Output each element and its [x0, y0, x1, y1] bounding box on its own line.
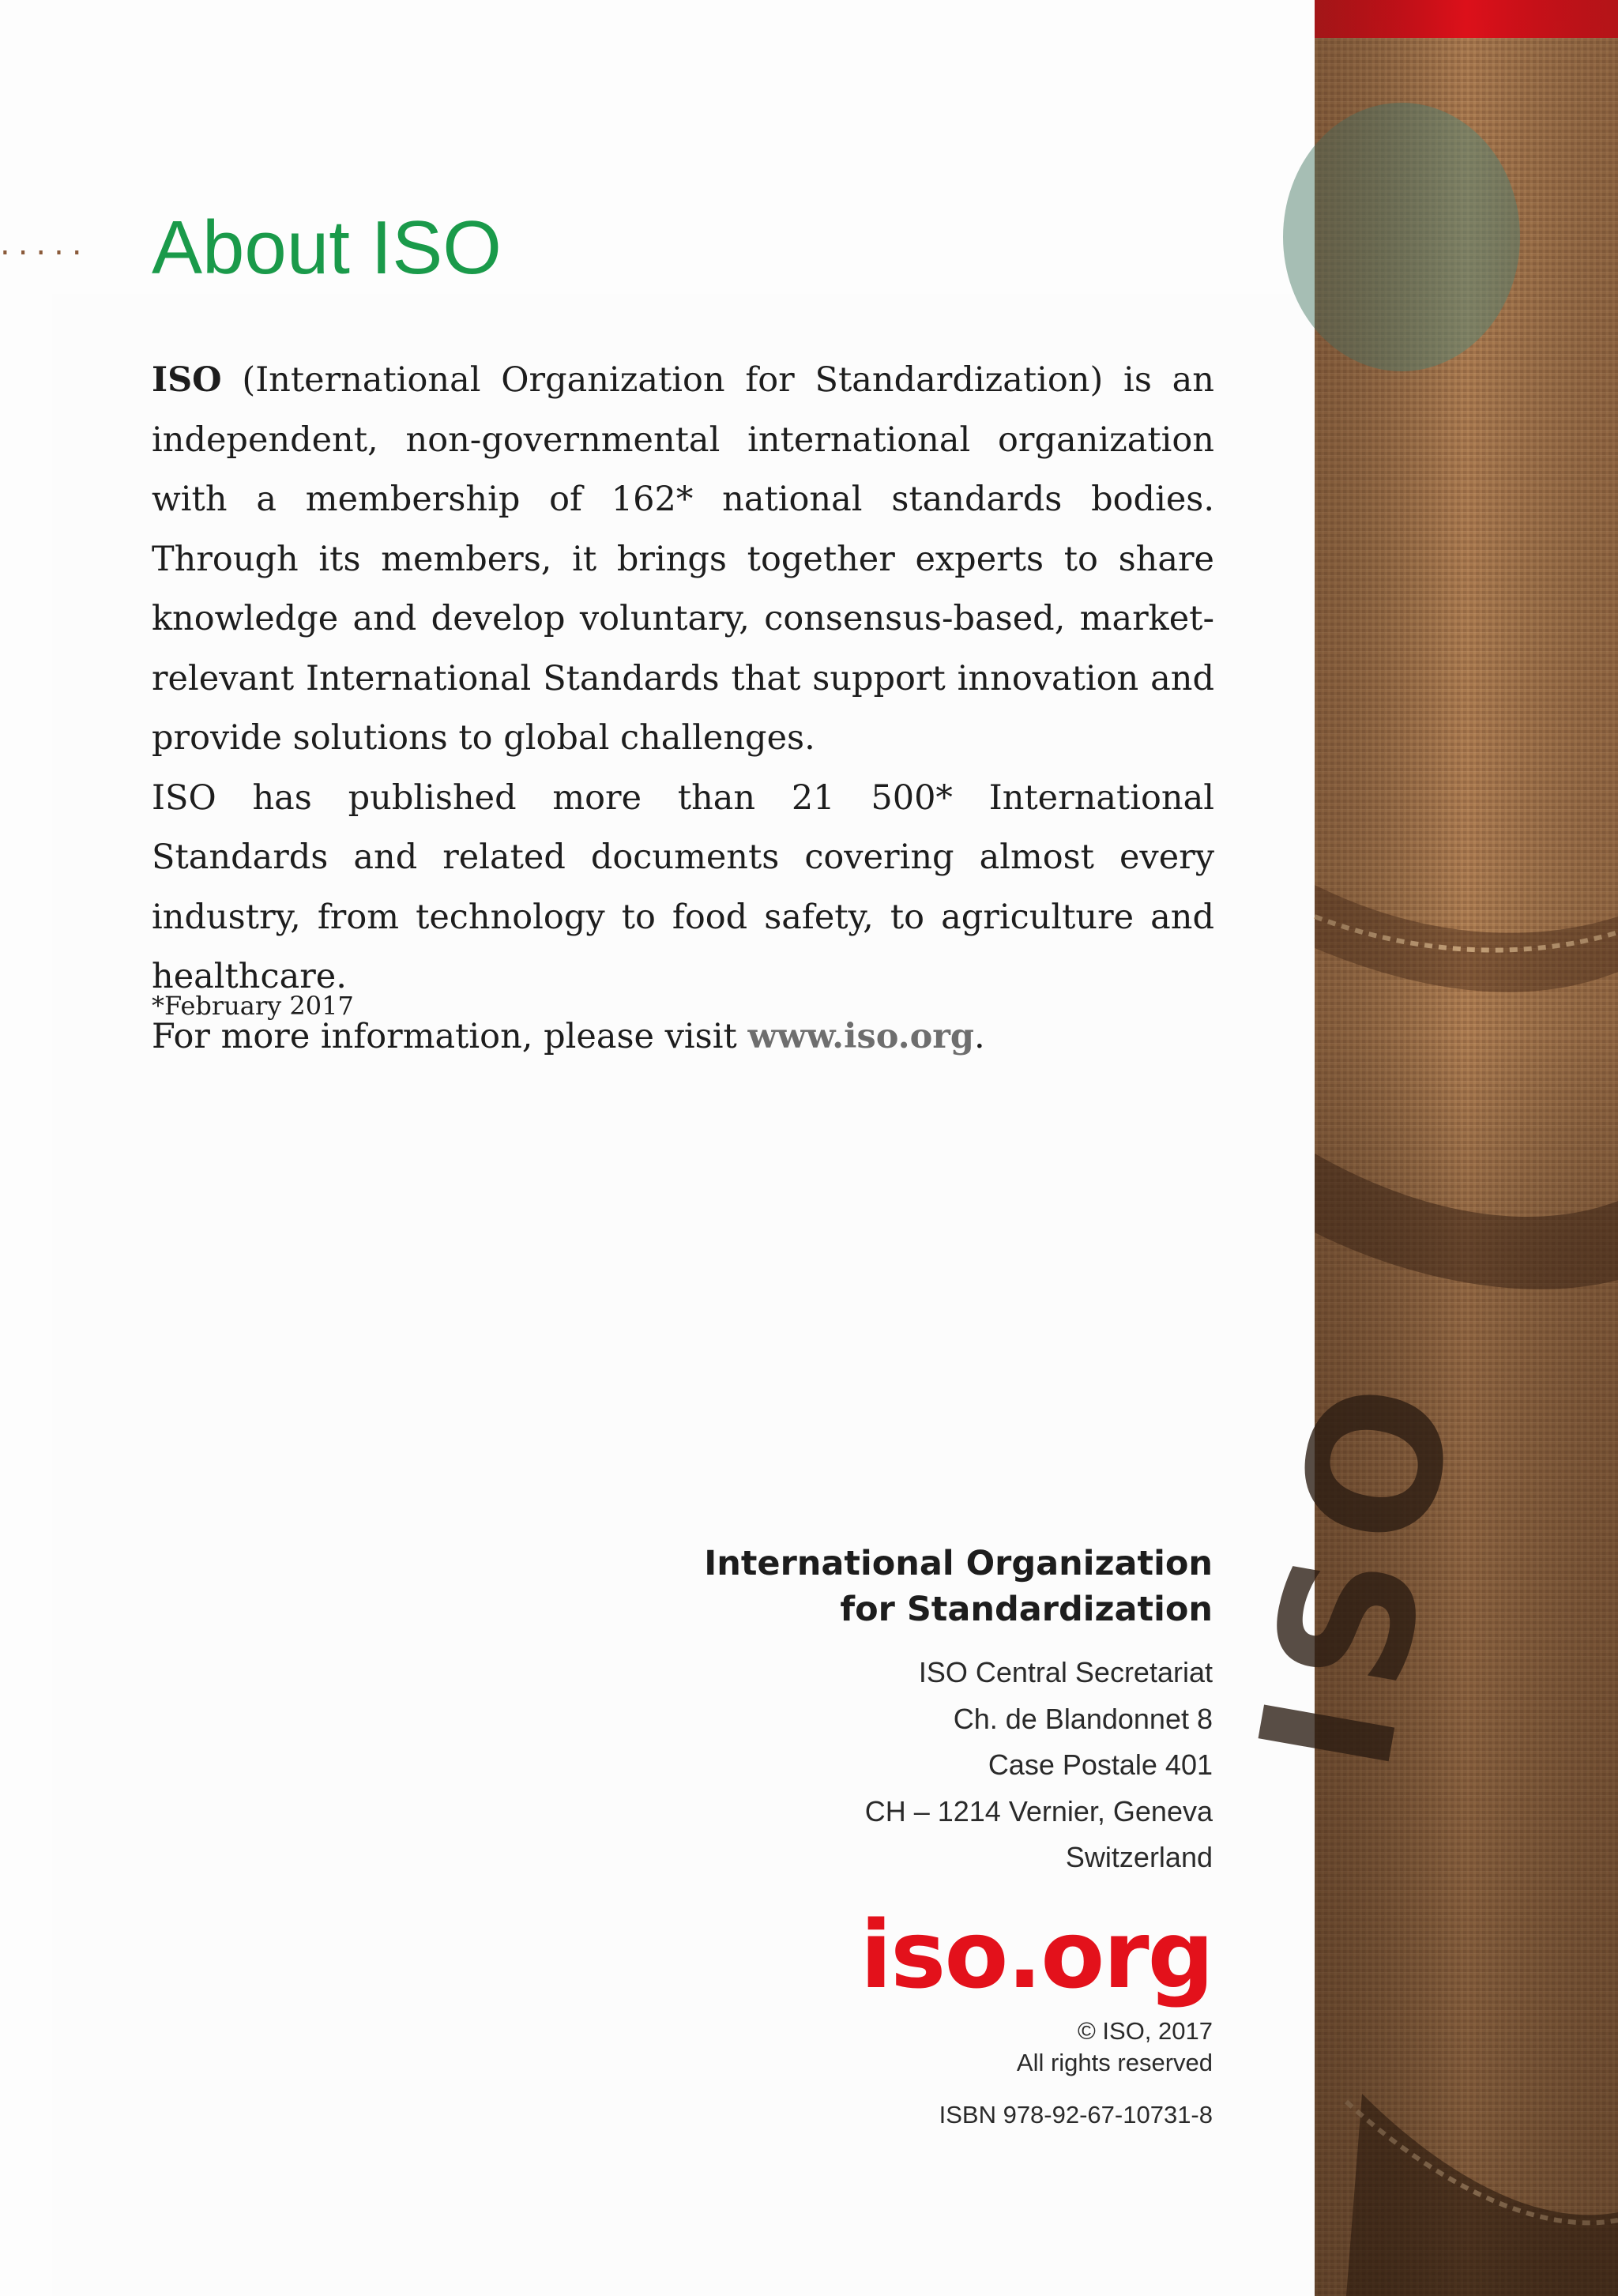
iso-website-link[interactable]: www.iso.org: [747, 1016, 974, 1056]
visit-prefix: For more information, please visit: [152, 1016, 748, 1056]
about-paragraph-1-text: (International Organization for Standardization) is an independent, non-governmental international organization with a membership of 162* national standards bodies. Through its members, it brings together experts to share knowledge and develop voluntary, consensus-based, market-relevant International Standards that support innovation and provide solutions to global challenges.: [152, 360, 1214, 758]
visit-suffix: .: [974, 1016, 985, 1056]
footnote-date: *February 2017: [152, 991, 354, 1021]
about-body: [152, 351, 1214, 1067]
burlap-sack-photo: [1221, 0, 1618, 2296]
copyright-line-2: All rights reserved: [1016, 2048, 1213, 2076]
address-line: CH – 1214 Vernier, Geneva: [864, 1794, 1213, 1827]
organization-block: [704, 1541, 1213, 2131]
leader-dots: .....: [0, 226, 90, 262]
address-line: ISO Central Secretariat: [918, 1656, 1213, 1688]
address-line: Case Postale 401: [988, 1748, 1213, 1781]
burlap-sack-illustration: [1221, 0, 1618, 2296]
address-line: Switzerland: [1065, 1841, 1213, 1873]
page-title: About ISO: [152, 205, 502, 290]
isbn: ISBN 978-92-67-10731-8: [939, 2100, 1213, 2129]
about-paragraph-1: [152, 351, 1214, 769]
about-paragraph-2: ISO has published more than 21 500* International Standards and related documents covering almost every industry, from technology to food safety, to agriculture and healthcare.: [152, 777, 1214, 996]
address-line: Ch. de Blandonnet 8: [953, 1702, 1213, 1735]
iso-bold-label: ISO: [152, 360, 222, 400]
organization-name-line-2: for Standardization: [840, 1590, 1213, 1629]
copyright-line-1: © ISO, 2017: [1077, 2016, 1213, 2045]
address-block: [704, 1650, 1213, 1881]
organization-name-line-1: International Organization: [704, 1544, 1213, 1583]
iso-org-wordmark: iso.org: [860, 1899, 1213, 2009]
svg-text:ISO: ISO: [1221, 1354, 1499, 1786]
